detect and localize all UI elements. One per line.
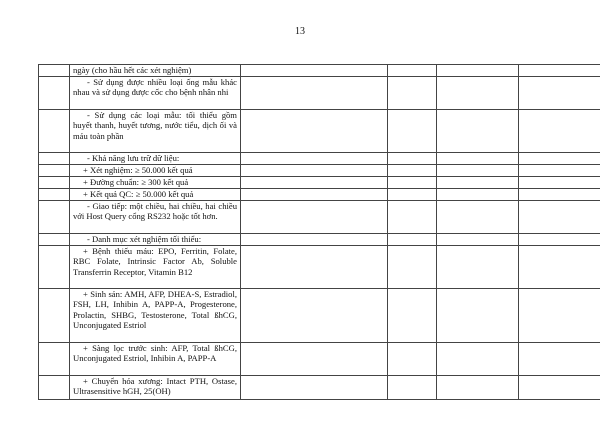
empty-cell [519,164,600,176]
table-row [39,65,600,77]
empty-cell [39,176,70,188]
empty-cell [388,65,437,77]
empty-cell [388,164,437,176]
empty-cell [241,76,388,109]
empty-cell [388,152,437,164]
specification-text-cell [70,109,241,152]
empty-cell [437,233,519,245]
empty-cell [437,65,519,77]
empty-cell [39,288,70,342]
empty-cell [388,200,437,233]
specification-text: + Sinh sản: AMH, AFP, DHEA-S, Estradiol, FSH, LH, Inhibin A, PAPP-A, Progesterone, Prolactin, SHBG, Testosterone, Total ßhCG, Unconjugated Estriol [73,288,237,331]
specification-text: - Khả năng lưu trữ dữ liệu: [87,152,180,163]
specification-text-cell [70,342,241,375]
specification-table [38,64,600,400]
empty-cell [388,375,437,399]
specification-text: ngày (cho hầu hết các xét nghiệm) [73,65,192,75]
empty-cell [241,176,388,188]
empty-cell [388,109,437,152]
table-row [39,176,600,188]
specification-text: - Danh mục xét nghiệm tối thiểu: [87,233,202,244]
empty-cell [241,375,388,399]
specification-text-cell [70,65,241,77]
empty-cell [519,233,600,245]
empty-cell [437,342,519,375]
empty-cell [388,233,437,245]
specification-text: - Sử dụng được nhiều loại ống mẫu khác nhau và sử dụng được cốc cho bệnh nhân nhi [73,76,237,98]
specification-text: + Kết quả QC: ≥ 50.000 kết quả [83,188,194,199]
empty-cell [241,188,388,200]
empty-cell [388,288,437,342]
empty-cell [241,342,388,375]
specification-text-cell [70,176,241,188]
specification-text: + Đường chuẩn: ≥ 300 kết quả [83,176,189,187]
empty-cell [388,188,437,200]
empty-cell [39,245,70,288]
empty-cell [437,164,519,176]
empty-cell [519,245,600,288]
empty-cell [39,76,70,109]
empty-cell [241,245,388,288]
empty-cell [39,233,70,245]
empty-cell [437,375,519,399]
specification-text-cell [70,233,241,245]
empty-cell [39,375,70,399]
empty-cell [241,65,388,77]
empty-cell [437,109,519,152]
empty-cell [388,342,437,375]
specification-text-cell [70,164,241,176]
empty-cell [39,342,70,375]
empty-cell [241,164,388,176]
table-row [39,288,600,342]
empty-cell [519,176,600,188]
table-row [39,375,600,399]
empty-cell [437,245,519,288]
empty-cell [241,200,388,233]
empty-cell [241,288,388,342]
empty-cell [519,188,600,200]
table-row [39,152,600,164]
specification-text: + Chuyển hóa xương: Intact PTH, Ostase, Ultrasensitive hGH, 25(OH) [73,375,237,397]
empty-cell [519,375,600,399]
empty-cell [39,188,70,200]
specification-text-cell [70,245,241,288]
empty-cell [241,109,388,152]
table-row [39,233,600,245]
empty-cell [241,152,388,164]
table-row [39,342,600,375]
empty-cell [519,152,600,164]
table-row [39,164,600,176]
table-row [39,245,600,288]
empty-cell [437,152,519,164]
empty-cell [39,164,70,176]
specification-text-cell [70,76,241,109]
empty-cell [39,109,70,152]
empty-cell [241,233,388,245]
empty-cell [519,76,600,109]
specification-text: - Sử dụng các loại mẫu: tối thiểu gồm huyết thanh, huyết tương, nước tiểu, dịch ối và máu toàn phần [73,109,237,141]
specification-text: + Bệnh thiếu máu: EPO, Ferritin, Folate, RBC Folate, Intrinsic Factor Ab, Soluble Transferrin Receptor, Vitamin B12 [73,245,237,277]
specification-table-body [39,65,600,400]
specification-text-cell [70,375,241,399]
empty-cell [519,342,600,375]
table-row [39,188,600,200]
table-row [39,200,600,233]
page-number: 13 [295,26,305,37]
empty-cell [39,200,70,233]
empty-cell [437,176,519,188]
table-row [39,76,600,109]
specification-text: - Giao tiếp: một chiều, hai chiều, hai chiều với Host Query cổng RS232 hoặc tốt hơn. [73,200,237,222]
specification-text-cell [70,200,241,233]
empty-cell [519,109,600,152]
empty-cell [388,245,437,288]
specification-text-cell [70,152,241,164]
empty-cell [437,288,519,342]
specification-text-cell [70,188,241,200]
specification-text: + Xét nghiệm: ≥ 50.000 kết quả [83,164,193,175]
empty-cell [437,200,519,233]
specification-text-cell [70,288,241,342]
empty-cell [519,65,600,77]
empty-cell [437,188,519,200]
empty-cell [437,76,519,109]
empty-cell [519,288,600,342]
empty-cell [39,152,70,164]
table-row [39,109,600,152]
empty-cell [388,76,437,109]
specification-text: + Sàng lọc trước sinh: AFP, Total ßhCG, Unconjugated Estriol, Inhibin A, PAPP-A [73,342,237,364]
empty-cell [39,65,70,77]
empty-cell [519,200,600,233]
empty-cell [388,176,437,188]
